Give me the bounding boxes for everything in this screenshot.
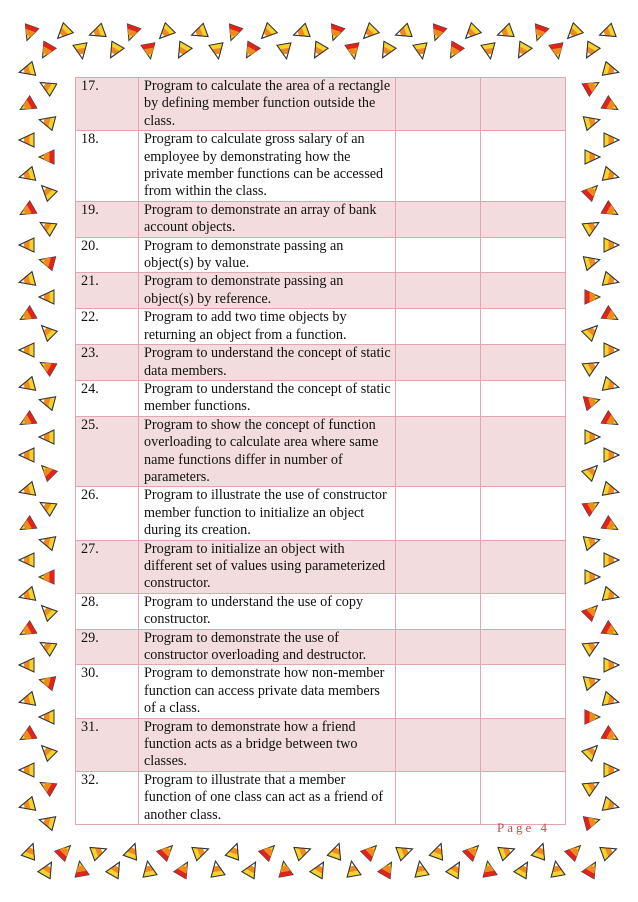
empty-cell (481, 273, 566, 309)
program-description: Program to add two time objects by returning an object from a function. (139, 309, 396, 345)
program-table (75, 77, 566, 825)
candy-corn-icon (19, 553, 34, 567)
candy-corn-icon (602, 797, 620, 814)
candy-corn-icon (413, 860, 429, 877)
candy-corn-icon (20, 24, 38, 43)
candy-corn-icon (257, 23, 278, 44)
candy-corn-icon (444, 41, 464, 61)
candy-corn-icon (19, 448, 34, 462)
program-number: 24. (76, 380, 139, 416)
empty-cell (396, 487, 481, 540)
candy-corn-icon (413, 43, 429, 60)
empty-cell (481, 237, 566, 273)
candy-corn-icon (174, 859, 194, 879)
program-number: 26. (76, 487, 139, 540)
candy-corn-icon (17, 516, 37, 536)
candy-corn-icon (582, 776, 602, 796)
program-description: Program to demonstrate how a friend function acts as a bridge between two classes. (139, 718, 396, 771)
program-number: 19. (76, 201, 139, 237)
candy-corn-icon (39, 710, 54, 724)
table-row (76, 273, 566, 309)
candy-corn-icon (602, 167, 620, 184)
program-description: Program to understand the concept of static member functions. (139, 380, 396, 416)
candy-corn-icon (17, 621, 37, 641)
candy-corn-icon (583, 533, 601, 550)
candy-corn-icon (345, 860, 361, 877)
candy-corn-icon (21, 841, 39, 860)
candy-corn-icon (37, 393, 55, 410)
candy-corn-icon (53, 23, 74, 44)
empty-cell (396, 345, 481, 381)
candy-corn-icon (378, 859, 398, 879)
candy-corn-icon (512, 41, 532, 61)
candy-corn-icon (604, 133, 619, 147)
candy-corn-icon (582, 216, 602, 236)
empty-cell (396, 771, 481, 824)
candy-corn-icon (582, 356, 602, 376)
program-number: 32. (76, 771, 139, 824)
empty-cell (396, 416, 481, 487)
table-row (76, 201, 566, 237)
candy-corn-icon (601, 411, 621, 431)
candy-corn-icon (376, 41, 396, 61)
candy-corn-icon (73, 43, 89, 60)
candy-corn-icon (19, 133, 34, 147)
empty-cell (481, 540, 566, 593)
candy-corn-icon (582, 859, 602, 879)
candy-corn-icon (582, 741, 603, 762)
empty-cell (396, 540, 481, 593)
table-row (76, 771, 566, 824)
program-description: Program to illustrate that a member function of one class can act as a friend of another class. (139, 771, 396, 824)
empty-cell (481, 380, 566, 416)
candy-corn-icon (17, 272, 35, 289)
candy-corn-icon (600, 842, 619, 860)
candy-corn-icon (37, 776, 57, 796)
candy-corn-icon (242, 859, 262, 879)
candy-corn-icon (585, 290, 600, 304)
candy-corn-icon (359, 23, 380, 44)
program-description: Program to illustrate the use of constructor member function to initialize an object during its creation. (139, 487, 396, 540)
table-row (76, 487, 566, 540)
page-number: Page 4 (496, 820, 550, 835)
candy-corn-icon (19, 238, 34, 252)
candy-corn-icon (157, 841, 178, 862)
candy-corn-icon (583, 253, 601, 270)
candy-corn-icon (601, 201, 621, 221)
candy-corn-icon (39, 150, 54, 164)
program-number: 23. (76, 345, 139, 381)
candy-corn-icon (604, 343, 619, 357)
candy-corn-icon (396, 842, 415, 860)
empty-cell (396, 309, 481, 345)
candy-corn-icon (17, 482, 35, 499)
table-row (76, 345, 566, 381)
program-number: 21. (76, 273, 139, 309)
candy-corn-icon (327, 841, 345, 860)
candy-corn-icon (209, 860, 225, 877)
program-description: Program to demonstrate passing an object(s) by value. (139, 237, 396, 273)
empty-cell (396, 131, 481, 202)
candy-corn-icon (123, 841, 141, 860)
candy-corn-icon (17, 411, 37, 431)
candy-corn-icon (240, 41, 260, 61)
table-row (76, 131, 566, 202)
candy-corn-icon (209, 43, 225, 60)
candy-corn-icon (583, 813, 601, 830)
candy-corn-icon (602, 62, 620, 79)
program-number: 18. (76, 131, 139, 202)
candy-corn-icon (429, 841, 447, 860)
candy-corn-icon (582, 636, 602, 656)
candy-corn-icon (37, 496, 57, 516)
candy-corn-icon (601, 96, 621, 116)
candy-corn-icon (37, 533, 55, 550)
empty-cell (481, 665, 566, 718)
candy-corn-icon (604, 658, 619, 672)
candy-corn-icon (17, 201, 37, 221)
program-number: 25. (76, 416, 139, 487)
candy-corn-icon (326, 24, 344, 43)
empty-cell (481, 131, 566, 202)
candy-corn-icon (37, 356, 57, 376)
table-row (76, 665, 566, 718)
table-row (76, 629, 566, 665)
candy-corn-icon (55, 841, 76, 862)
candy-corn-icon (37, 461, 58, 482)
candy-corn-icon (17, 167, 35, 184)
table-row (76, 540, 566, 593)
candy-corn-icon (189, 23, 208, 41)
table-row (76, 380, 566, 416)
candy-corn-icon (122, 24, 140, 43)
candy-corn-icon (106, 859, 126, 879)
empty-cell (396, 665, 481, 718)
candy-corn-icon (39, 290, 54, 304)
candy-corn-icon (17, 797, 35, 814)
candy-corn-icon (582, 321, 603, 342)
candy-corn-icon (530, 24, 548, 43)
program-number: 22. (76, 309, 139, 345)
candy-corn-icon (393, 23, 412, 41)
table-row (76, 309, 566, 345)
program-description: Program to demonstrate an array of bank account objects. (139, 201, 396, 237)
candy-corn-icon (37, 601, 58, 622)
candy-corn-icon (17, 587, 35, 604)
empty-cell (396, 201, 481, 237)
program-description: Program to initialize an object with different set of values using parameterized constructor. (139, 540, 396, 593)
program-description: Program to calculate the area of a rectangle by defining member function outside the class. (139, 78, 396, 131)
table-row (76, 416, 566, 487)
candy-corn-icon (495, 23, 514, 41)
candy-corn-icon (582, 181, 603, 202)
candy-corn-icon (583, 393, 601, 410)
empty-cell (481, 345, 566, 381)
candy-corn-icon (361, 841, 382, 862)
candy-corn-icon (563, 23, 584, 44)
empty-cell (481, 309, 566, 345)
candy-corn-icon (597, 23, 616, 41)
program-number: 27. (76, 540, 139, 593)
candy-corn-icon (514, 859, 534, 879)
candy-corn-icon (580, 41, 600, 61)
candy-corn-icon (38, 859, 58, 879)
empty-cell (481, 593, 566, 629)
program-number: 31. (76, 718, 139, 771)
candy-corn-icon (481, 860, 497, 877)
program-description: Program to understand the concept of static data members. (139, 345, 396, 381)
candy-corn-icon (19, 763, 34, 777)
candy-corn-icon (463, 841, 484, 862)
candy-corn-icon (602, 587, 620, 604)
program-description: Program to demonstrate how non-member function can access private data members of a class. (139, 665, 396, 718)
candy-corn-icon (604, 553, 619, 567)
candy-corn-icon (601, 621, 621, 641)
empty-cell (481, 78, 566, 131)
program-list (75, 77, 565, 825)
program-number: 28. (76, 593, 139, 629)
candy-corn-icon (601, 516, 621, 536)
candy-corn-icon (277, 860, 293, 877)
candy-corn-icon (602, 377, 620, 394)
table-row (76, 237, 566, 273)
candy-corn-icon (87, 23, 106, 41)
candy-corn-icon (36, 41, 56, 61)
candy-corn-icon (141, 860, 157, 877)
candy-corn-icon (172, 41, 192, 61)
candy-corn-icon (498, 842, 517, 860)
program-number: 17. (76, 78, 139, 131)
empty-cell (481, 629, 566, 665)
candy-corn-icon (17, 62, 35, 79)
empty-cell (481, 416, 566, 487)
candy-corn-icon (155, 23, 176, 44)
candy-corn-icon (17, 692, 35, 709)
empty-cell (396, 593, 481, 629)
candy-corn-icon (604, 763, 619, 777)
candy-corn-icon (582, 601, 603, 622)
candy-corn-icon (585, 430, 600, 444)
empty-cell (481, 487, 566, 540)
candy-corn-icon (37, 741, 58, 762)
candy-corn-icon (37, 113, 55, 130)
empty-cell (481, 201, 566, 237)
candy-corn-icon (582, 461, 603, 482)
candy-corn-icon (549, 860, 565, 877)
program-number: 29. (76, 629, 139, 665)
candy-corn-icon (19, 343, 34, 357)
candy-corn-icon (583, 673, 601, 690)
candy-corn-icon (259, 841, 280, 862)
empty-cell (396, 718, 481, 771)
candy-corn-icon (39, 430, 54, 444)
candy-corn-icon (39, 570, 54, 584)
candy-corn-icon (602, 692, 620, 709)
candy-corn-icon (310, 859, 330, 879)
candy-corn-icon (481, 43, 497, 60)
candy-corn-icon (585, 150, 600, 164)
candy-corn-icon (17, 306, 37, 326)
candy-corn-icon (601, 306, 621, 326)
program-description: Program to show the concept of function overloading to calculate area where same name functions differ in number of parameters. (139, 416, 396, 487)
candy-corn-icon (17, 96, 37, 116)
candy-corn-icon (565, 841, 586, 862)
candy-corn-icon (604, 238, 619, 252)
candy-corn-icon (225, 841, 243, 860)
empty-cell (396, 380, 481, 416)
candy-corn-icon (224, 24, 242, 43)
candy-corn-icon (582, 76, 602, 96)
candy-corn-icon (531, 841, 549, 860)
candy-corn-icon (37, 216, 57, 236)
candy-corn-icon (461, 23, 482, 44)
candy-corn-icon (37, 253, 55, 270)
candy-corn-icon (37, 181, 58, 202)
table-row (76, 593, 566, 629)
candy-corn-icon (291, 23, 310, 41)
candy-corn-icon (37, 636, 57, 656)
candy-corn-icon (104, 41, 124, 61)
candy-corn-icon (19, 658, 34, 672)
candy-corn-icon (308, 41, 328, 61)
candy-corn-icon (604, 448, 619, 462)
program-number: 20. (76, 237, 139, 273)
candy-corn-icon (37, 76, 57, 96)
program-description: Program to calculate gross salary of an employee by demonstrating how the private member functions can be accessed from within the class. (139, 131, 396, 202)
candy-corn-icon (90, 842, 109, 860)
candy-corn-icon (37, 813, 55, 830)
candy-corn-icon (37, 673, 55, 690)
candy-corn-icon (602, 272, 620, 289)
candy-corn-icon (17, 726, 37, 746)
candy-corn-icon (446, 859, 466, 879)
candy-corn-icon (585, 710, 600, 724)
program-description: Program to demonstrate the use of constructor overloading and destructor. (139, 629, 396, 665)
empty-cell (481, 771, 566, 824)
program-description: Program to understand the use of copy constructor. (139, 593, 396, 629)
candy-corn-icon (585, 570, 600, 584)
empty-cell (481, 718, 566, 771)
candy-corn-icon (549, 43, 565, 60)
candy-corn-icon (294, 842, 313, 860)
empty-cell (396, 237, 481, 273)
table-row (76, 78, 566, 131)
empty-cell (396, 78, 481, 131)
empty-cell (396, 273, 481, 309)
program-number: 30. (76, 665, 139, 718)
table-row (76, 718, 566, 771)
candy-corn-icon (583, 113, 601, 130)
program-description: Program to demonstrate passing an object(s) by reference. (139, 273, 396, 309)
candy-corn-icon (141, 43, 157, 60)
candy-corn-icon (602, 482, 620, 499)
candy-corn-icon (37, 321, 58, 342)
candy-corn-icon (192, 842, 211, 860)
candy-corn-icon (428, 24, 446, 43)
candy-corn-icon (582, 496, 602, 516)
candy-corn-icon (345, 43, 361, 60)
candy-corn-icon (601, 726, 621, 746)
empty-cell (396, 629, 481, 665)
candy-corn-icon (73, 860, 89, 877)
candy-corn-icon (17, 377, 35, 394)
candy-corn-icon (277, 43, 293, 60)
